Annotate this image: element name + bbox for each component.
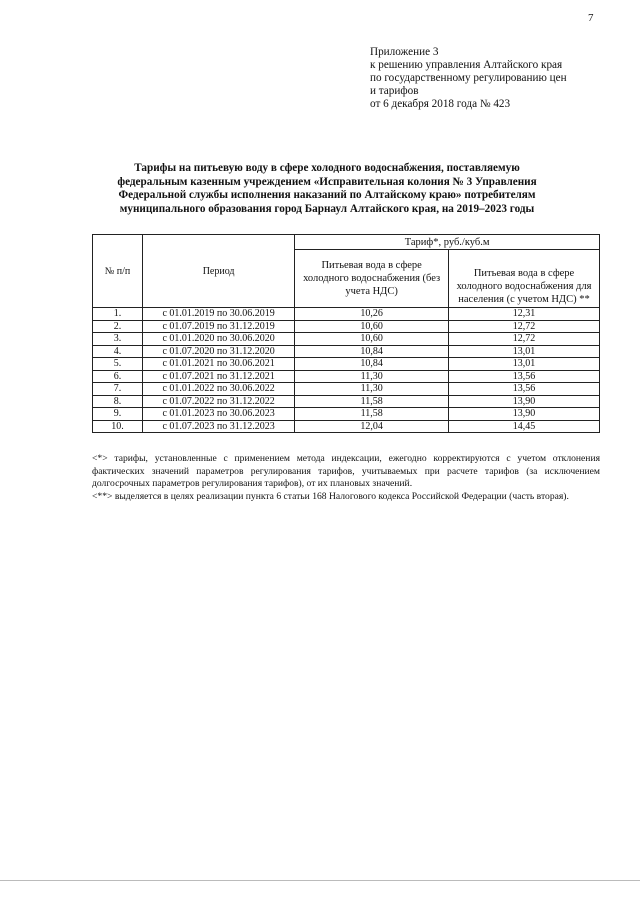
row-number: 10. bbox=[93, 420, 143, 433]
row-period: с 01.01.2023 по 30.06.2023 bbox=[142, 408, 294, 421]
appendix-line: к решению управления Алтайского края bbox=[370, 59, 563, 71]
row-residential-value: 13,56 bbox=[449, 370, 600, 383]
title-line: федеральным казенным учреждением «Исправительная колония № 3 Управления bbox=[117, 175, 537, 188]
row-nonresidential-value: 12,04 bbox=[295, 420, 449, 433]
row-residential-value: 13,01 bbox=[449, 358, 600, 371]
row-period: с 01.07.2020 по 31.12.2020 bbox=[142, 345, 294, 358]
row-period: с 01.01.2022 по 30.06.2022 bbox=[142, 383, 294, 396]
row-nonresidential-value: 10,26 bbox=[295, 308, 449, 321]
row-number: 1. bbox=[93, 308, 143, 321]
appendix-line: от 6 декабря 2018 года № 423 bbox=[370, 98, 511, 110]
row-number: 6. bbox=[93, 370, 143, 383]
row-number: 9. bbox=[93, 408, 143, 421]
title-line: Тарифы на питьевую воду в сфере холодного водоснабжения, поставляемую bbox=[134, 162, 520, 174]
table-row bbox=[93, 345, 600, 358]
footnote-indexation: <*> тарифы, установленные с применением метода индексации, ежегодно корректируются с учетом отклонения фактических значений параметров регулирования тарифов, учитываемых при расчете тарифов (за исключением долгосрочных параметров регулирования тарифов), от их плановых значений. bbox=[92, 453, 600, 489]
tariff-table bbox=[92, 234, 600, 433]
row-nonresidential-value: 11,58 bbox=[295, 395, 449, 408]
row-residential-value: 13,01 bbox=[449, 345, 600, 358]
row-period: с 01.07.2019 по 31.12.2019 bbox=[142, 320, 294, 333]
row-nonresidential-value: 10,60 bbox=[295, 333, 449, 346]
row-nonresidential-value: 11,58 bbox=[295, 408, 449, 421]
header-tariff: Тариф*, руб./куб.м bbox=[295, 235, 600, 250]
row-nonresidential-value: 10,84 bbox=[295, 345, 449, 358]
header-residential: Питьевая вода в сфере холодного водоснабжения для населения (с учетом НДС) ** bbox=[449, 250, 600, 308]
appendix-reference bbox=[370, 46, 620, 111]
footnotes bbox=[92, 453, 600, 503]
table-row bbox=[93, 320, 600, 333]
header-nonresidential: Питьевая вода в сфере холодного водоснабжения (без учета НДС) bbox=[295, 250, 449, 308]
row-number: 3. bbox=[93, 333, 143, 346]
row-number: 8. bbox=[93, 395, 143, 408]
row-residential-value: 14,45 bbox=[449, 420, 600, 433]
header-period: Период bbox=[142, 235, 294, 308]
table-row bbox=[93, 383, 600, 396]
document-title bbox=[92, 162, 562, 216]
row-number: 7. bbox=[93, 383, 143, 396]
table-row bbox=[93, 395, 600, 408]
row-number: 4. bbox=[93, 345, 143, 358]
page-number: 7 bbox=[588, 12, 594, 24]
footnote-vat: <**> выделяется в целях реализации пункта 6 статьи 168 Налогового кодекса Российской Федерации (часть вторая). bbox=[92, 490, 569, 502]
row-residential-value: 12,72 bbox=[449, 333, 600, 346]
row-number: 2. bbox=[93, 320, 143, 333]
row-nonresidential-value: 10,60 bbox=[295, 320, 449, 333]
row-period: с 01.01.2021 по 30.06.2021 bbox=[142, 358, 294, 371]
title-line: муниципального образования город Барнаул Алтайского края, на 2019–2023 годы bbox=[119, 202, 535, 215]
row-residential-value: 12,72 bbox=[449, 320, 600, 333]
row-period: с 01.01.2020 по 30.06.2020 bbox=[142, 333, 294, 346]
row-nonresidential-value: 11,30 bbox=[295, 370, 449, 383]
table-row bbox=[93, 308, 600, 321]
header-number: № п/п bbox=[93, 235, 143, 308]
table-row bbox=[93, 408, 600, 421]
row-residential-value: 13,56 bbox=[449, 383, 600, 396]
row-residential-value: 12,31 bbox=[449, 308, 600, 321]
table-row bbox=[93, 333, 600, 346]
row-period: с 01.07.2022 по 31.12.2022 bbox=[142, 395, 294, 408]
appendix-line: по государственному регулированию цен bbox=[370, 72, 567, 84]
row-nonresidential-value: 10,84 bbox=[295, 358, 449, 371]
row-period: с 01.07.2021 по 31.12.2021 bbox=[142, 370, 294, 383]
row-residential-value: 13,90 bbox=[449, 395, 600, 408]
table-row bbox=[93, 358, 600, 371]
row-residential-value: 13,90 bbox=[449, 408, 600, 421]
title-line: Федеральной службы исполнения наказаний по Алтайскому краю» потребителям bbox=[118, 189, 536, 201]
page-bottom-divider bbox=[0, 880, 640, 881]
table-row bbox=[93, 420, 600, 433]
row-period: с 01.01.2019 по 30.06.2019 bbox=[142, 308, 294, 321]
row-period: с 01.07.2023 по 31.12.2023 bbox=[142, 420, 294, 433]
appendix-line: Приложение 3 bbox=[370, 46, 439, 58]
table-row bbox=[93, 370, 600, 383]
row-nonresidential-value: 11,30 bbox=[295, 383, 449, 396]
appendix-line: и тарифов bbox=[370, 85, 419, 97]
row-number: 5. bbox=[93, 358, 143, 371]
